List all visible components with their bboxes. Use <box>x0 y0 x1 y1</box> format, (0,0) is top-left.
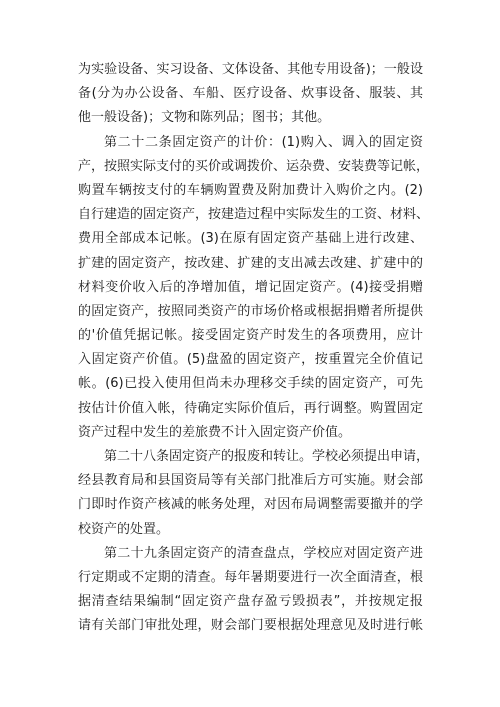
text-line: 的'价值凭据记帐。接受固定资产时发生的各项费用，应计 <box>78 328 423 344</box>
text-line: 的固定资产，按照同类资产的市场价格或根据捐赠者所提供 <box>78 303 423 319</box>
paragraph-article-29 <box>78 542 423 639</box>
text-line: 为实验设备、实习设备、文体设备、其他专用设备)；一般设 <box>78 62 423 77</box>
text-line: 请有关部门审批处理，财会部门要根据处理意见及时进行帐 <box>78 618 423 634</box>
text-line: 门即时作资产核减的帐务处理，对因布局调整需要撤并的学 <box>78 497 423 513</box>
paragraph-article-22 <box>78 131 430 445</box>
document-body <box>78 58 430 639</box>
text-line: 产，按照实际支付的买价或调拨价、运杂费、安装费等记帐， <box>78 158 430 174</box>
text-line: 经县教育局和县国资局等有关部门批准后方可实施。财会部 <box>78 473 423 489</box>
text-line: 第二十九条固定资产的清查盘点，学校应对固定资产进 <box>104 545 423 561</box>
text-line: 第二十二条固定资产的计价：(1)购入、调入的固定资 <box>104 134 423 150</box>
text-line: 他一般设备)；文物和陈列品；图书；其他。 <box>78 110 331 126</box>
text-line: 入固定资产价值。(5)盘盈的固定资产，按重置完全价值记 <box>78 352 423 368</box>
text-line: 备(分为办公设备、车船、医疗设备、炊事设备、服装、其 <box>78 86 423 102</box>
text-line: 帐。(6)已投入使用但尚未办理移交手续的固定资产，可先 <box>78 376 423 392</box>
text-line: 购置车辆按支付的车辆购置费及附加费计入购价之内。(2) <box>78 182 423 198</box>
text-line: 校资产的处置。 <box>78 521 170 537</box>
text-line: 费用全部成本记帐。(3)在原有固定资产基础上进行改建、 <box>78 231 423 247</box>
text-line: 第二十八条固定资产的报废和转让。学校必须提出申请， <box>104 449 430 464</box>
text-line: 扩建的固定资产，按改建、扩建的支出减去改建、扩建中的 <box>78 255 423 271</box>
paragraph-equipment-categories <box>78 58 423 131</box>
text-line: 据清查结果编制“固定资产盘存盈亏毁损表”，并按规定报 <box>78 594 423 610</box>
paragraph-article-28 <box>78 445 430 542</box>
text-line: 行定期或不定期的清查。每年暑期要进行一次全面清查，根 <box>78 569 423 585</box>
text-line: 材料变价收入后的净增加值，增记固定资产。(4)接受捐赠 <box>78 279 423 295</box>
text-line: 资产过程中发生的差旅费不计入固定资产价值。 <box>78 424 352 440</box>
text-line: 自行建造的固定资产，按建造过程中实际发生的工资、材料、 <box>78 207 430 223</box>
text-line: 按估计价值入帐，待确定实际价值后，再行调整。购置固定 <box>78 400 423 416</box>
